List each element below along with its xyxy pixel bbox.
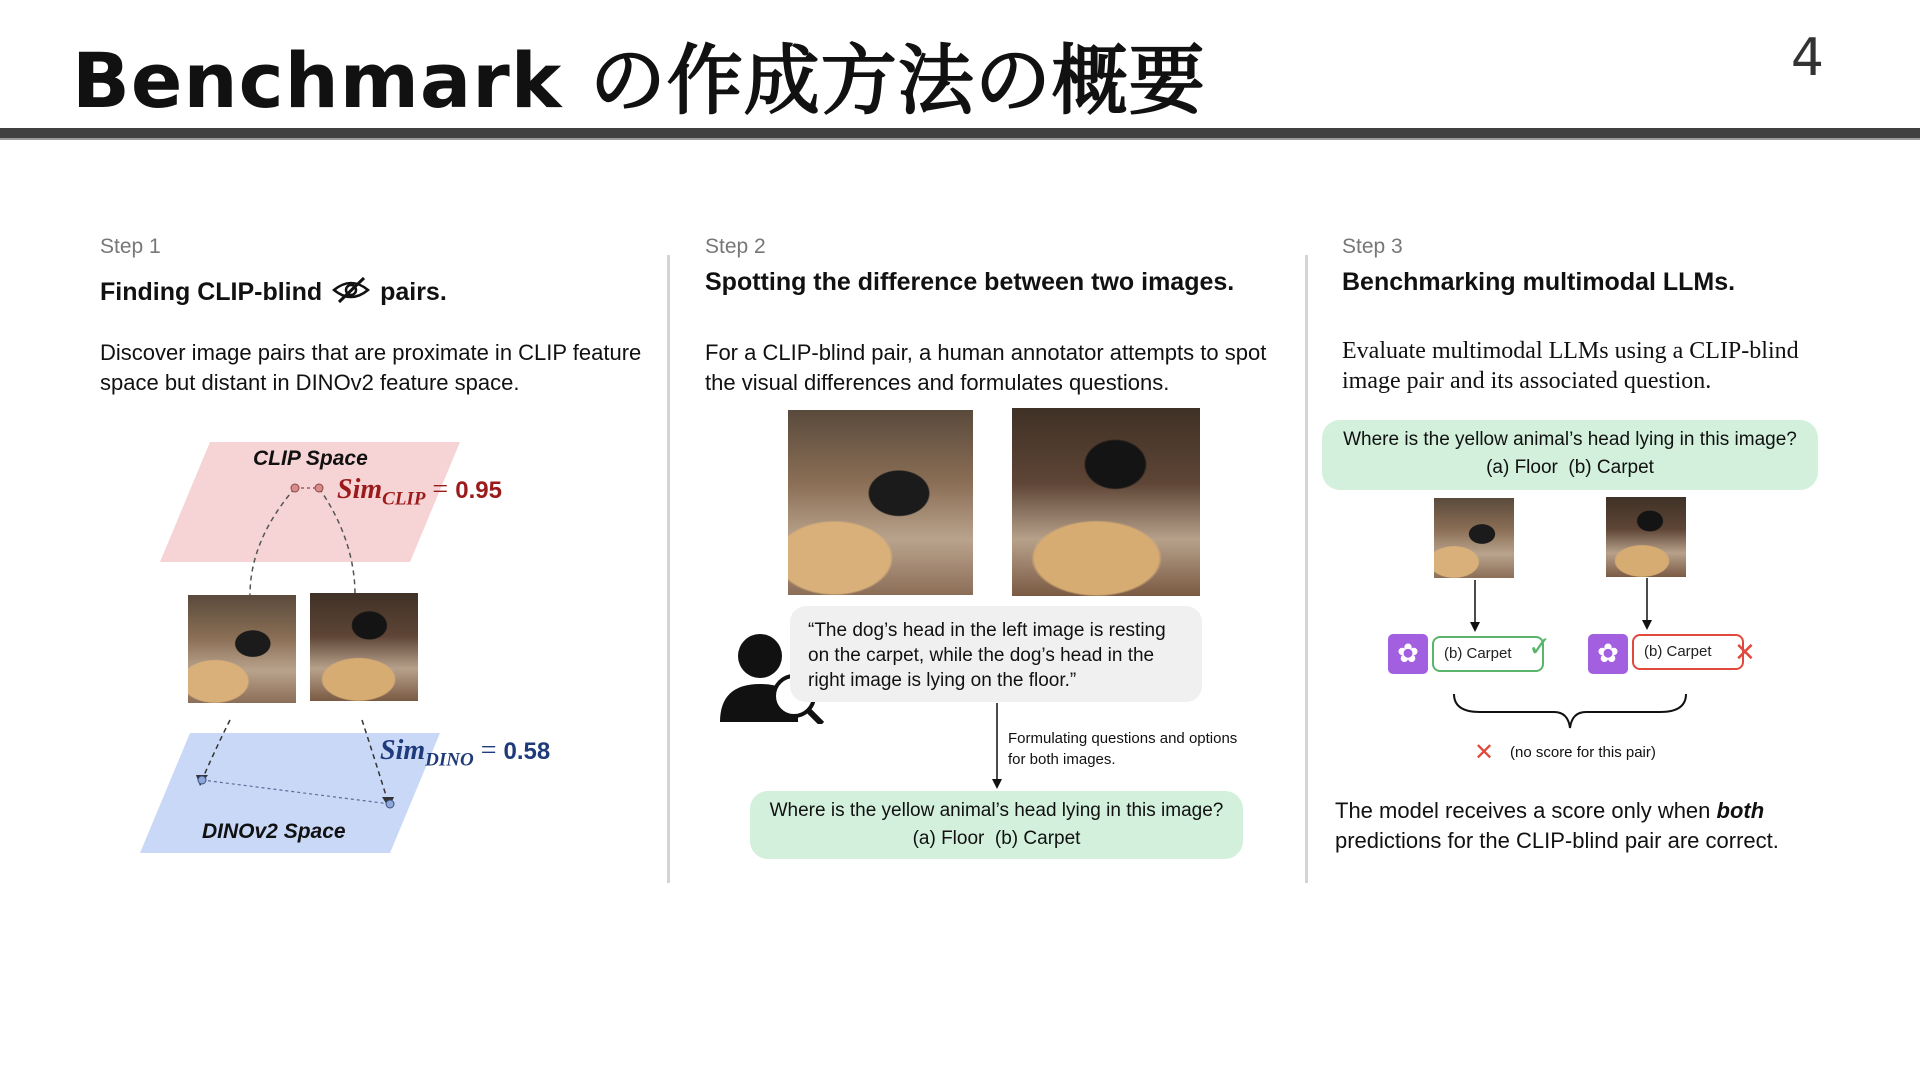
step2-image-right xyxy=(1012,408,1200,596)
step1-heading-pre: Finding CLIP-blind xyxy=(100,278,323,306)
header-rule xyxy=(0,128,1920,140)
gpt-logo-icon-left: ✿ xyxy=(1388,634,1428,674)
step1-description: Discover image pairs that are proximate in CLIP feature space but distant in DINOv2 feature space. xyxy=(100,340,642,395)
page-number: 4 xyxy=(1790,28,1824,88)
conclusion-post: predictions for the CLIP-blind pair are correct. xyxy=(1335,828,1779,853)
step3-arrow-left xyxy=(1468,580,1482,634)
step3-heading: Benchmarking multimodal LLMs. xyxy=(1342,268,1736,296)
conclusion-emph: both xyxy=(1716,798,1765,823)
sim-dino-subscript: DINO xyxy=(425,749,474,771)
dino-point-right xyxy=(386,800,394,808)
sim-dino-equals: = xyxy=(480,735,497,766)
step2-description: For a CLIP-blind pair, a human annotator attempts to spot the visual differences and formulates questions. xyxy=(705,340,1267,395)
sim-dino-formula xyxy=(380,735,550,772)
dino-space-label: DINOv2 Space xyxy=(202,820,346,843)
formulating-note: Formulating questions and options for both images. xyxy=(1008,730,1238,768)
step2-question: Where is the yellow animal’s head lying in this image? xyxy=(769,800,1224,821)
sim-clip-subscript: CLIP xyxy=(382,488,426,510)
no-score-note: (no score for this pair) xyxy=(1510,744,1656,761)
sim-clip-symbol: Sim xyxy=(337,474,383,505)
step3-question: Where is the yellow animal’s head lying in this image? xyxy=(1343,429,1797,450)
step2-label: Step 2 xyxy=(705,235,766,258)
clip-point-left xyxy=(291,484,299,492)
conclusion-pre: The model receives a score only when xyxy=(1335,798,1717,823)
step3-image-right xyxy=(1606,497,1686,577)
annotator-quote: “The dog’s head in the left image is resting on the carpet, while the dog’s head in the right image is lying on the floor.” xyxy=(808,620,1166,691)
column-divider-2 xyxy=(1305,255,1308,883)
down-arrow-icon xyxy=(990,703,1004,791)
step3-image-left xyxy=(1434,498,1514,578)
step2-question-box xyxy=(750,791,1243,859)
step3-description: Evaluate multimodal LLMs using a CLIP-blind image pair and its associated question. xyxy=(1342,338,1799,394)
annotator-quote-bubble xyxy=(790,606,1202,702)
step2-heading: Spotting the difference between two images. xyxy=(705,268,1235,296)
cross-icon-prediction: ✕ xyxy=(1734,638,1756,668)
slide-title: Benchmark の作成方法の概要 xyxy=(72,36,1206,125)
clip-point-right xyxy=(315,484,323,492)
step3-label: Step 3 xyxy=(1342,235,1403,258)
no-score-cross-icon: ✕ xyxy=(1474,738,1495,766)
step3-conclusion xyxy=(1335,796,1835,856)
step1-image-right xyxy=(310,593,418,701)
dino-point-left xyxy=(198,776,206,784)
step2-options: (a) Floor (b) Carpet xyxy=(912,828,1081,849)
step1-label: Step 1 xyxy=(100,235,161,258)
step3-arrow-right xyxy=(1640,578,1654,632)
step1-image-left xyxy=(188,595,296,703)
sim-clip-equals: = xyxy=(432,474,449,505)
prediction-right: (b) Carpet xyxy=(1632,634,1744,670)
gpt-logo-icon-right: ✿ xyxy=(1588,634,1628,674)
sim-clip-formula xyxy=(337,474,502,511)
step2-image-left xyxy=(788,410,973,595)
step3-options: (a) Floor (b) Carpet xyxy=(1486,457,1654,478)
check-icon: ✓ xyxy=(1528,630,1552,663)
sim-clip-value: 0.95 xyxy=(455,477,502,504)
curly-brace xyxy=(1450,690,1690,730)
column-divider-1 xyxy=(667,255,670,883)
sim-dino-symbol: Sim xyxy=(380,735,426,766)
step1-heading xyxy=(100,276,447,311)
clip-space-label: CLIP Space xyxy=(253,447,368,470)
step3-question-box xyxy=(1322,420,1818,490)
eye-slash-icon xyxy=(331,276,371,311)
prediction-left: (b) Carpet xyxy=(1432,636,1544,672)
step1-heading-post: pairs. xyxy=(380,278,447,306)
sim-dino-value: 0.58 xyxy=(503,738,551,765)
